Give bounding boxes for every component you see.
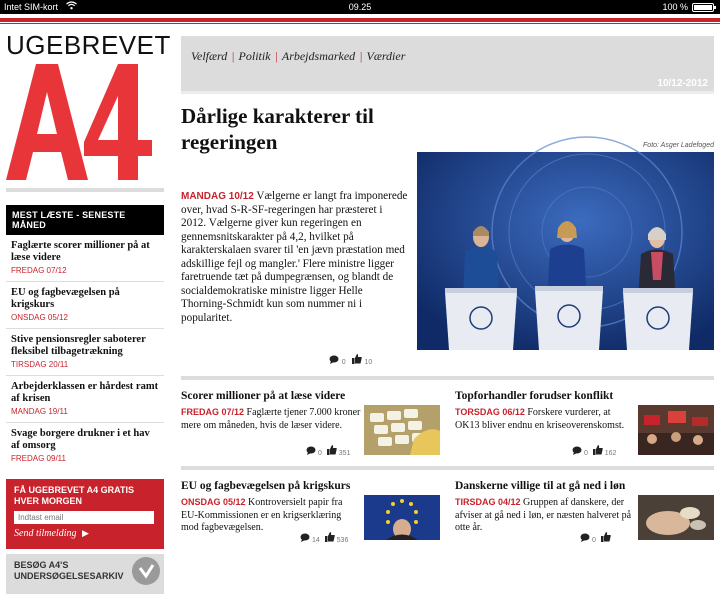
story-date: ONSDAG 05/12 (181, 497, 246, 507)
story-counts (306, 445, 350, 458)
story-date: TORSDAG 06/12 (455, 407, 525, 417)
lead-body (181, 190, 409, 325)
most-read-title[interactable]: EU og fagbevægelsen på krigskurs (11, 287, 120, 310)
most-read-date: TIRSDAG 20/11 (11, 360, 69, 369)
nav-link-politik[interactable]: Politik (238, 49, 271, 63)
archive-check-icon (132, 557, 160, 585)
lead-date: MANDAG 10/12 (181, 191, 254, 202)
story-title[interactable]: Danskerne villige til at gå ned i løn (455, 480, 626, 492)
lead-counts (329, 354, 372, 367)
nav-link-arbejdsmarked[interactable]: Arbejdsmarked (281, 49, 356, 63)
story-card[interactable] (181, 390, 361, 432)
most-read-heading: MEST LÆSTE - SENESTE MÅNED (6, 205, 164, 235)
carrier-label: Intet SIM-kort (4, 2, 59, 12)
nav-separator: | (274, 49, 278, 63)
status-bar (0, 0, 720, 14)
story-body (181, 406, 361, 432)
send-signup-button[interactable] (14, 528, 156, 539)
most-read-item[interactable] (6, 282, 164, 329)
story-counts (300, 532, 348, 545)
story-date: TIRSDAG 04/12 (455, 497, 521, 507)
story-text: Gruppen af danskere, der afviser at gå ned i løn, er næsten halveret på otte år. (455, 497, 632, 533)
coins-hand-photo (638, 495, 714, 540)
newsletter-signup (6, 479, 164, 549)
story-date: FREDAG 07/12 (181, 407, 245, 417)
nav-link-velfaerd[interactable]: Velfærd (191, 49, 228, 63)
issue-date: 10/12-2012 (657, 78, 708, 89)
logo-a4[interactable] (6, 62, 164, 182)
comment-icon[interactable] (329, 356, 342, 367)
story-title[interactable]: Scorer millioner på at læse videre (181, 390, 346, 402)
comment-icon[interactable] (572, 447, 582, 458)
story-title[interactable]: EU og fagbevægelsen på krigskurs (181, 480, 351, 492)
nav-underline (181, 91, 714, 94)
play-arrow-icon: ▶ (82, 528, 89, 538)
most-read-date: MANDAG 19/11 (11, 407, 68, 416)
like-count: 351 (338, 450, 351, 457)
comment-icon[interactable] (300, 534, 310, 545)
logo-wordmark[interactable]: UGEBREVET (6, 30, 171, 60)
comment-count: 0 (341, 359, 346, 366)
comment-count: 0 (583, 450, 588, 457)
story-text: Forskere vurderer, at OK13 bliver endnu en kriseoverenskomst. (455, 407, 625, 431)
story-body (455, 496, 635, 535)
signup-title: FÅ UGEBREVET A4 GRATIS HVER MORGEN (14, 485, 135, 506)
press-conference-photo (417, 152, 714, 350)
story-thumbnail[interactable] (638, 495, 714, 540)
nav-separator: | (359, 49, 363, 63)
nav-link-vaerdier[interactable]: Værdier (366, 49, 406, 63)
archive-banner[interactable] (6, 554, 164, 594)
email-field[interactable] (14, 511, 154, 524)
nav-separator: | (231, 49, 235, 63)
most-read-item[interactable] (6, 235, 164, 282)
thumbs-up-icon[interactable] (601, 534, 611, 545)
most-read-item[interactable] (6, 376, 164, 423)
photo-credit: Foto: Asger Ladefoged (643, 142, 714, 149)
thumbs-up-icon[interactable] (325, 534, 335, 545)
most-read-date: FREDAG 09/11 (11, 454, 66, 463)
lead-text: Vælgerne er langt fra imponerede over, hvad S-R-SF-regeringen har præsteret i 2012. Vælgerne giver kun regeringen en gennemsnitskarakter på 4,2, hvilket på karakterskalaen svarer til 'en jævn præstation med adskillige fejl og mangler.' Flere ministre ligger faretruende tæt på dumpegrænsen, og blandt de socialdemokratiske ministre ligger Helle Thorning-Schmidt kun som nummer ni i popularitet. (181, 190, 408, 324)
comment-count: 0 (317, 450, 322, 457)
most-read-item[interactable] (6, 329, 164, 376)
story-thumbnail[interactable] (638, 405, 714, 455)
most-read-item[interactable] (6, 423, 164, 469)
comment-icon[interactable] (580, 534, 590, 545)
story-thumbnail[interactable] (364, 405, 440, 455)
top-red-rule (0, 18, 720, 22)
like-count: 162 (604, 450, 617, 457)
archive-banner-text: BESØG A4'S UNDERSØGELSESARKIV (14, 560, 124, 581)
story-body (455, 406, 635, 432)
protest-photo (638, 405, 714, 455)
nav-links (191, 49, 405, 64)
section-nav (181, 36, 714, 91)
story-counts (572, 445, 616, 458)
battery-percent: 100 % (662, 2, 688, 12)
story-text: Kontroversielt papir fra EU-Kommissionen er en krigserklæring mod fagbevægelsen. (181, 497, 343, 533)
lead-headline[interactable]: Dårlige karakterer til regeringen (181, 104, 374, 154)
thumbs-up-icon[interactable] (327, 447, 337, 458)
eu-flag-photo (364, 495, 440, 540)
thumbs-up-icon[interactable] (593, 447, 603, 458)
story-card[interactable] (181, 480, 361, 535)
lead-photo[interactable] (417, 152, 714, 350)
most-read-title[interactable]: Svage borgere drukner i et hav af omsorg (11, 428, 150, 451)
most-read-date: FREDAG 07/12 (11, 266, 67, 275)
battery-icon (692, 3, 714, 12)
row-divider (181, 376, 714, 380)
comment-count: 14 (311, 537, 320, 544)
top-red-hairline (0, 23, 720, 24)
calculator-photo (364, 405, 440, 455)
story-card[interactable] (455, 480, 635, 535)
clock: 09.25 (348, 2, 372, 12)
story-title[interactable]: Topforhandler forudser konflikt (455, 390, 614, 402)
logo-divider (6, 188, 164, 192)
most-read-date: ONSDAG 05/12 (11, 313, 68, 322)
thumbs-up-icon[interactable] (352, 356, 365, 367)
row-divider (181, 466, 714, 470)
story-body (181, 496, 361, 535)
story-card[interactable] (455, 390, 635, 432)
send-signup-label: Send tilmelding (14, 528, 77, 539)
story-thumbnail[interactable] (364, 495, 440, 540)
most-read-title[interactable]: Stive pensionsregler saboterer fleksibel tilbagetrækning (11, 334, 146, 357)
a4-logo-graphic (6, 62, 156, 182)
like-count: 536 (336, 537, 349, 544)
most-read-list (6, 235, 164, 469)
story-text: Faglærte tjener 7.000 kroner mere om måneden, hvis de læser videre. (181, 407, 361, 431)
like-count: 10 (364, 359, 373, 366)
comment-count: 0 (591, 537, 596, 544)
comment-icon[interactable] (306, 447, 316, 458)
sidebar (6, 30, 171, 594)
story-counts (580, 532, 611, 545)
most-read-title[interactable]: Faglærte scorer millioner på at læse videre (11, 240, 150, 263)
most-read-title[interactable]: Arbejderklassen er hårdest ramt af krisen (11, 381, 159, 404)
